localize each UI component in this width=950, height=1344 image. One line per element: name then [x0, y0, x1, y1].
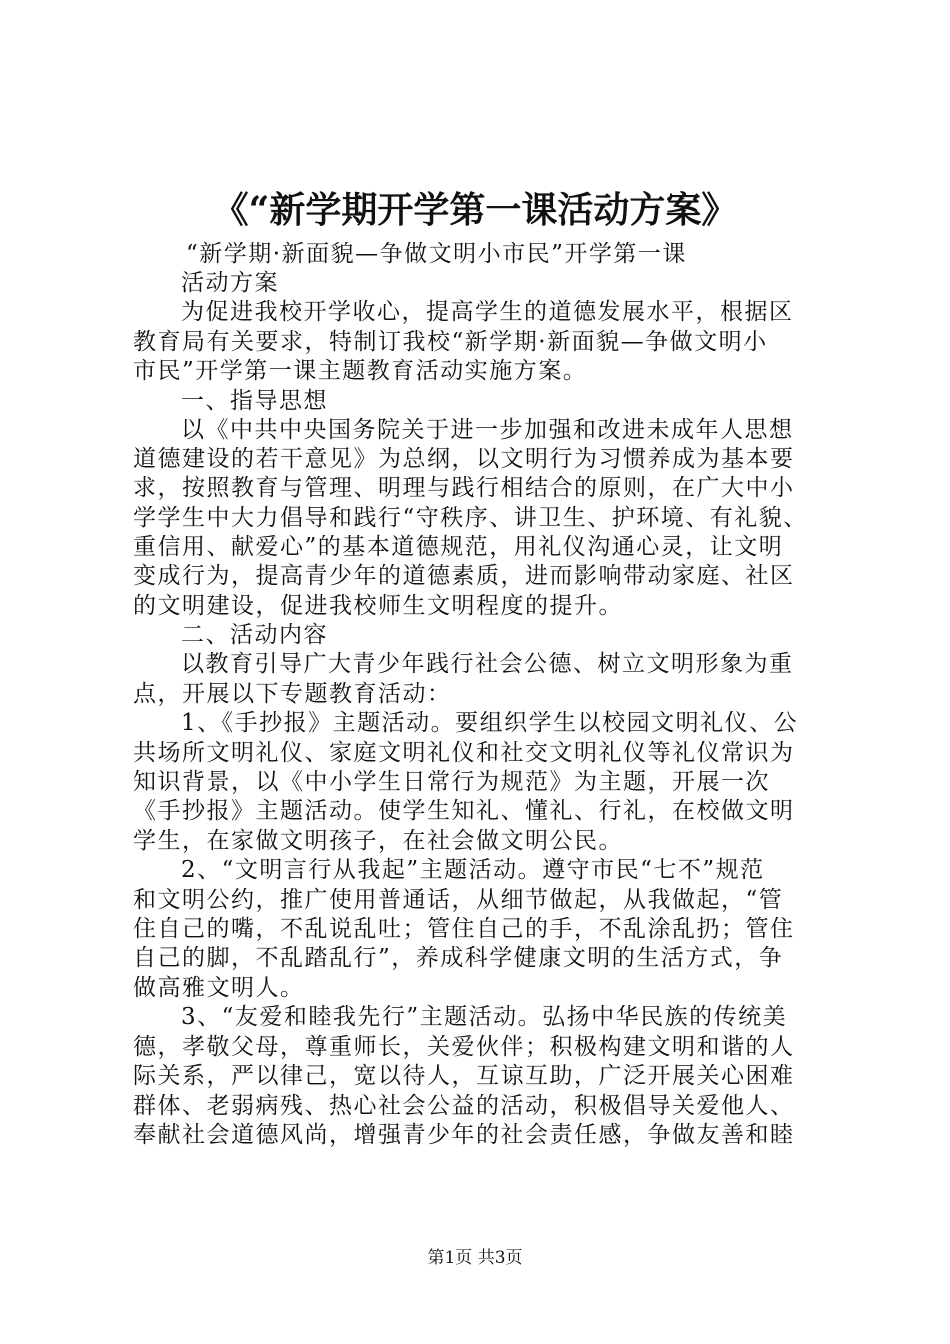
section-heading: 二、活动内容 — [181, 622, 328, 648]
section-heading: 一、指导思想 — [181, 388, 328, 414]
body-line: 际关系，严以律己，宽以待人，互谅互助，广泛开展关心困难 — [133, 1063, 795, 1089]
body-line: 学生，在家做文明孩子，在社会做文明公民。 — [133, 828, 623, 854]
body-line: 群体、老弱病残、热心社会公益的活动，积极倡导关爱他人、 — [133, 1093, 795, 1119]
body-line: 住自己的嘴，不乱说乱吐；管住自己的手，不乱涂乱扔；管住 — [133, 916, 795, 942]
body-line: 以《中共中央国务院关于进一步加强和改进未成年人思想 — [181, 417, 794, 443]
body-line: 2、“文明言行从我起”主题活动。遵守市民“七不”规范 — [181, 857, 765, 883]
body-line: 奉献社会道德风尚，增强青少年的社会责任感，争做友善和睦 — [133, 1122, 795, 1148]
body-line: 知识背景，以《中小学生日常行为规范》为主题，开展一次 — [133, 769, 770, 795]
body-line: 点，开展以下专题教育活动： — [133, 681, 452, 707]
body-line: 共场所文明礼仪、家庭文明礼仪和社交文明礼仪等礼仪常识为 — [133, 740, 795, 766]
body-line: 德，孝敬父母，尊重师长，关爱伙伴；积极构建文明和谐的人 — [133, 1034, 795, 1060]
body-line: 活动方案 — [181, 270, 279, 296]
body-line: 重信用、献爱心”的基本道德规范，用礼仪沟通心灵，让文明 — [133, 534, 784, 560]
body-line: 做高雅文明人。 — [133, 975, 305, 1001]
body-line: 和文明公约，推广使用普通话，从细节做起，从我做起，“管 — [133, 887, 784, 913]
body-line: 市民”开学第一课主题教育活动实施方案。 — [133, 358, 588, 384]
body-line: 学学生中大力倡导和践行“守秩序、讲卫生、护环境、有礼貌、 — [133, 505, 808, 531]
body-line: 自己的脚，不乱踏乱行”，养成科学健康文明的生活方式，争 — [133, 945, 784, 971]
body-line: 3、“友爱和睦我先行”主题活动。弘扬中华民族的传统美 — [181, 1004, 788, 1030]
page-footer: 第1页 共3页 — [427, 1248, 523, 1268]
body-line: 的文明建设，促进我校师生文明程度的提升。 — [133, 593, 623, 619]
body-line: “新学期·新面貌—争做文明小市民”开学第一课 — [186, 241, 687, 267]
body-line: 道德建设的若干意见》为总纲，以文明行为习惯养成为基本要 — [133, 446, 795, 472]
body-line: 教育局有关要求，特制订我校“新学期·新面貌—争做文明小 — [133, 329, 768, 355]
body-line: 《手抄报》主题活动。使学生知礼、懂礼、行礼，在校做文明 — [133, 798, 795, 824]
document-title: 《“新学期开学第一课活动方案》 — [212, 189, 738, 231]
body-line: 为促进我校开学收心，提高学生的道德发展水平，根据区 — [181, 299, 794, 325]
body-line: 变成行为，提高青少年的道德素质，进而影响带动家庭、社区 — [133, 563, 795, 589]
body-line: 1、《手抄报》主题活动。要组织学生以校园文明礼仪、公 — [181, 710, 799, 736]
body-line: 求，按照教育与管理、明理与践行相结合的原则，在广大中小 — [133, 475, 795, 501]
body-line: 以教育引导广大青少年践行社会公德、树立文明形象为重 — [181, 651, 794, 677]
